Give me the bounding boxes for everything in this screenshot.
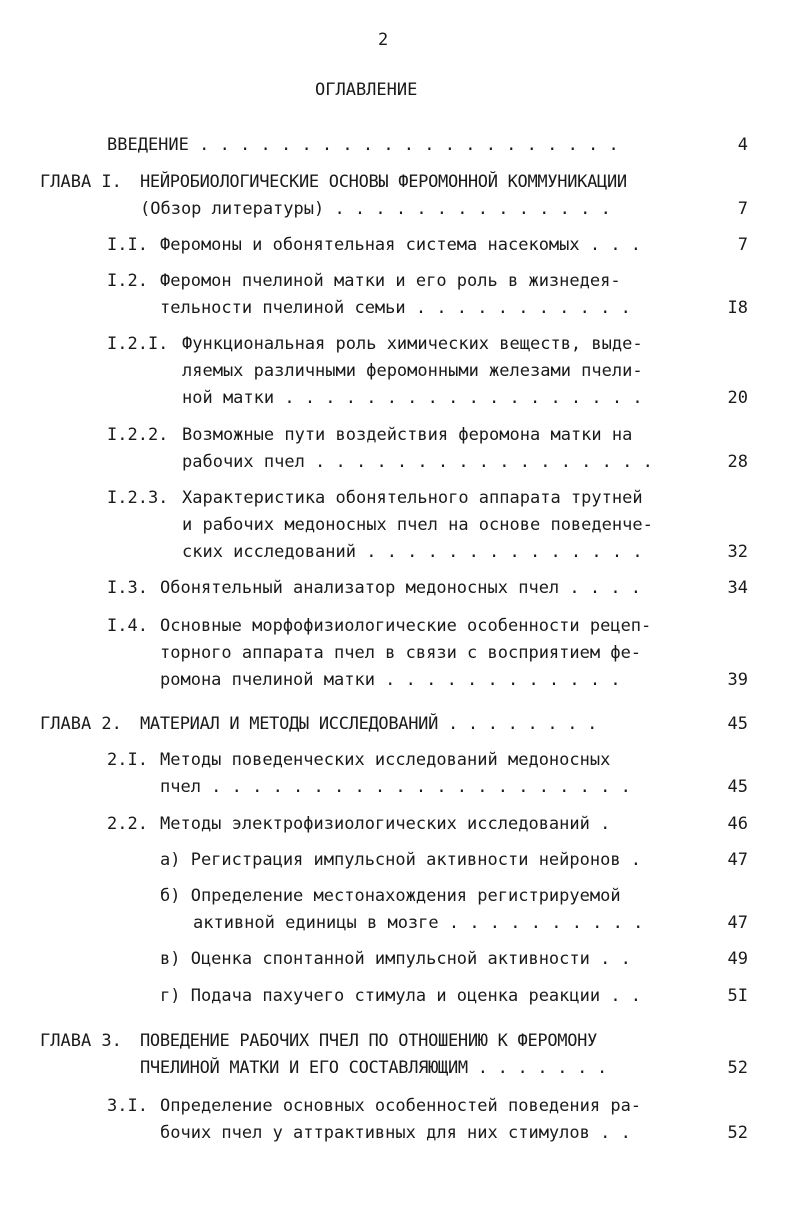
section-2-2-title: Методы электрофизиологических исследований . [160, 814, 611, 834]
section-1-2-2-title-line2: рабочих пчел . . . . . . . . . . . . . . . . . [182, 452, 653, 472]
section-1-2-2-title-line1: Возможные пути воздействия феромона матки на [182, 425, 633, 445]
subsection-2-2-a-page: 47 [727, 850, 748, 870]
section-1-2-1-title-line1: Функциональная роль химических веществ, выде- [182, 334, 643, 354]
section-1-3-number: I.3. [107, 578, 148, 598]
section-1-4-title-line2: торного аппарата пчел в связи с восприятием фе- [160, 643, 642, 663]
section-1-2-3-title-line1: Характеристика обонятельного аппарата трутней [182, 488, 643, 508]
section-1-2-title-line1: Феромон пчелиной матки и его роль в жизнедея- [160, 271, 621, 291]
section-3-1-number: 3.I. [107, 1096, 148, 1116]
section-1-2-1-title-line3: ной матки . . . . . . . . . . . . . . . . . . [182, 388, 643, 408]
section-1-1-number: I.I. [107, 235, 148, 255]
subsection-2-2-b-page: 47 [727, 913, 748, 933]
section-2-1-title-line1: Методы поведенческих исследований медоносных [160, 750, 611, 770]
chapter-3-page: 52 [727, 1058, 748, 1078]
chapter-1-label: ГЛАВА I. [40, 172, 122, 192]
chapter-3-title-line1: ПОВЕДЕНИЕ РАБОЧИХ ПЧЕЛ ПО ОТНОШЕНИЮ К ФЕРОМОНУ [140, 1031, 598, 1051]
section-3-1-page: 52 [727, 1123, 748, 1143]
section-1-2-title-line2: тельности пчелиной семьи . . . . . . . . . . . [160, 298, 631, 318]
section-2-2-page: 46 [727, 814, 748, 834]
section-1-2-1-number: I.2.I. [107, 334, 169, 354]
chapter-3-label: ГЛАВА 3. [40, 1031, 122, 1051]
page-title: ОГЛАВЛЕНИЕ [315, 80, 418, 100]
chapter-2-title: МАТЕРИАЛ И МЕТОДЫ ИССЛЕДОВАНИЙ . . . . . . . . [140, 714, 598, 734]
section-1-2-3-title-line2: и рабочих медоносных пчел на основе поведенче- [182, 515, 653, 535]
section-2-1-number: 2.I. [107, 750, 148, 770]
chapter-1-page: 7 [737, 199, 748, 219]
chapter-2-label: ГЛАВА 2. [40, 714, 122, 734]
section-1-2-3-page: 32 [727, 542, 748, 562]
section-1-3-page: 34 [727, 578, 748, 598]
subsection-2-2-d: г) Подача пахучего стимула и оценка реакции . . [160, 986, 642, 1006]
section-1-1-title: Феромоны и обонятельная система насекомых . . . [160, 235, 642, 255]
section-3-1-title-line1: Определение основных особенностей поведения ра- [160, 1096, 642, 1116]
subsection-2-2-b-line1: б) Определение местонахождения регистрируемой [160, 886, 621, 906]
section-1-4-title-line1: Основные морфофизиологические особенности рецеп- [160, 616, 652, 636]
subsection-2-2-c: в) Оценка спонтанной импульсной активности . . [160, 949, 631, 969]
section-2-1-title-line2: пчел . . . . . . . . . . . . . . . . . . . . . [160, 777, 631, 797]
chapter-1-title-line1: НЕЙРОБИОЛОГИЧЕСКИЕ ОСНОВЫ ФЕРОМОННОЙ КОММУНИКАЦИИ [140, 172, 627, 192]
section-1-4-title-line3: ромона пчелиной матки . . . . . . . . . . . . [160, 670, 621, 690]
chapter-2-page: 45 [727, 714, 748, 734]
toc-intro: ВВЕДЕНИЕ . . . . . . . . . . . . . . . . . . . . . [107, 135, 619, 155]
section-1-2-2-page: 28 [727, 452, 748, 472]
section-1-4-number: I.4. [107, 616, 148, 636]
section-2-1-page: 45 [727, 777, 748, 797]
section-1-1-page: 7 [737, 235, 748, 255]
section-1-2-page: I8 [727, 298, 748, 318]
chapter-1-title-line2: (Обзор литературы) . . . . . . . . . . . . . . [140, 199, 611, 219]
subsection-2-2-c-page: 49 [727, 949, 748, 969]
subsection-2-2-d-page: 5I [727, 986, 748, 1006]
subsection-2-2-b-line2: активной единицы в мозге . . . . . . . . . . [193, 913, 644, 933]
toc-intro-page: 4 [737, 135, 748, 155]
section-2-2-number: 2.2. [107, 814, 148, 834]
section-1-2-3-title-line3: ских исследований . . . . . . . . . . . . . . [182, 542, 643, 562]
subsection-2-2-a: а) Регистрация импульсной активности нейронов . [160, 850, 642, 870]
chapter-3-title-line2: ПЧЕЛИНОЙ МАТКИ И ЕГО СОСТАВЛЯЮЩИМ . . . . . . . [140, 1058, 607, 1078]
section-1-2-1-title-line2: ляемых различными феромонными железами пчели- [182, 361, 643, 381]
section-1-2-2-number: I.2.2. [107, 425, 169, 445]
page-number: 2 [378, 30, 389, 50]
section-1-2-1-page: 20 [727, 388, 748, 408]
section-1-3-title: Обонятельный анализатор медоносных пчел . . . . [160, 578, 642, 598]
section-1-4-page: 39 [727, 670, 748, 690]
section-1-2-3-number: I.2.3. [107, 488, 169, 508]
section-1-2-number: I.2. [107, 271, 148, 291]
section-3-1-title-line2: бочих пчел у аттрактивных для них стимулов . . [160, 1123, 631, 1143]
